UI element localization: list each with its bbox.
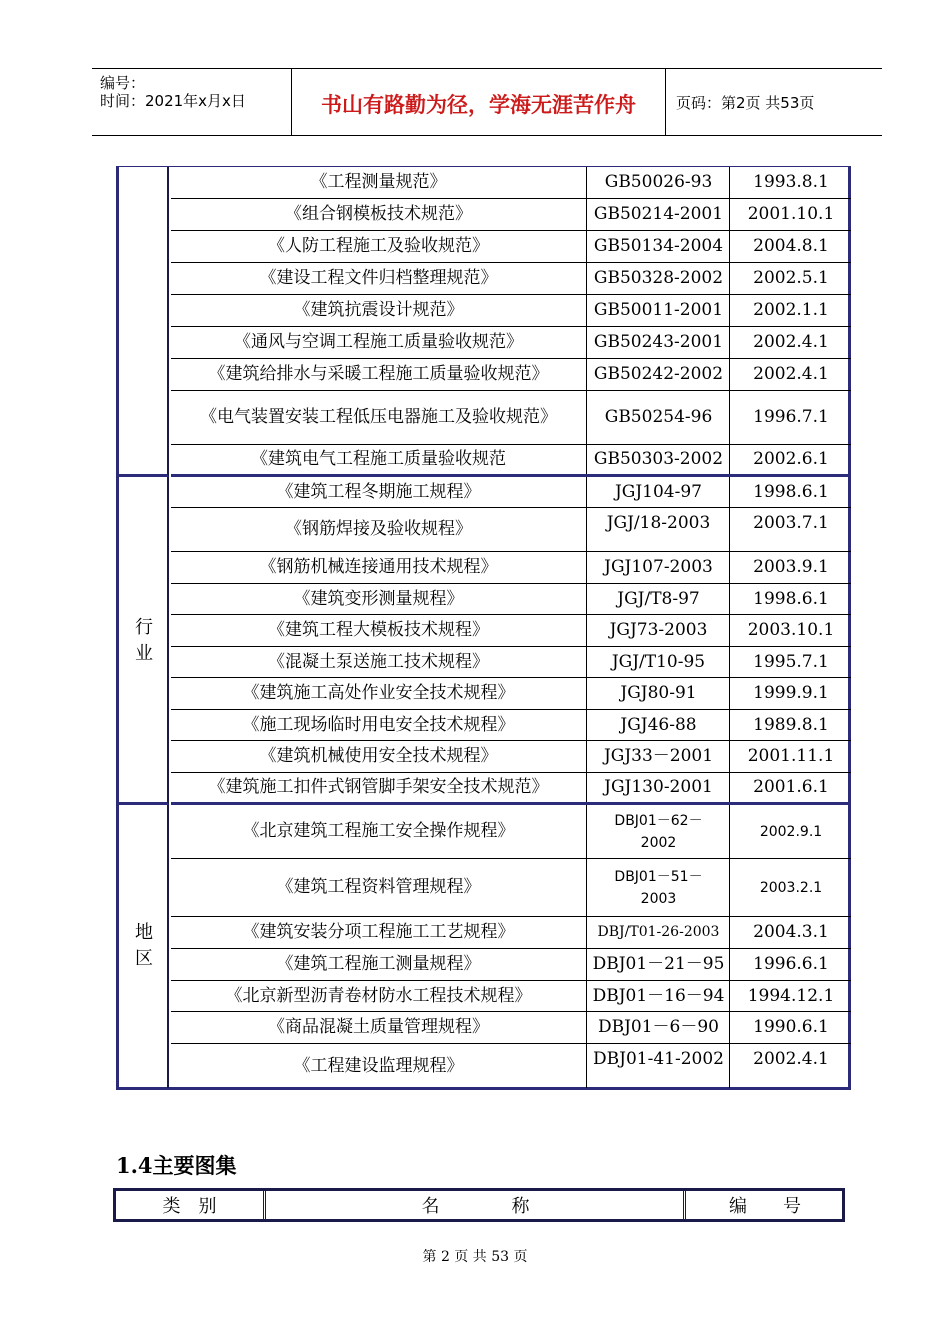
standard-name: 《建筑机械使用安全技术规程》 [171,741,587,772]
standard-name: 《建筑变形测量规程》 [171,584,587,614]
standard-code: JGJ130-2001 [588,773,730,802]
standard-name: 《钢筋机械连接通用技术规程》 [171,552,587,583]
header-page-cell [666,69,882,135]
table-row [171,615,851,647]
group-national [119,167,169,477]
standard-code: GB50254-96 [588,391,730,444]
standard-code: DBJ01－21－95 [588,949,730,980]
group-label-regional: 地 区 [135,922,153,969]
group-regional [119,805,169,1088]
table-row [171,199,851,231]
standard-name: 《工程建设监理规程》 [171,1044,587,1088]
table-row [171,859,851,917]
standard-code: JGJ73-2003 [588,615,730,646]
table-row [171,445,851,477]
standard-code: JGJ104-97 [588,477,730,507]
table-row [171,295,851,327]
standard-code: JGJ/T10-95 [588,647,730,677]
standard-name: 《工程测量规范》 [171,167,587,198]
page-label: 页码：第2页 共53页 [676,94,815,112]
standard-code: GB50303-2002 [588,445,730,474]
standards-table [116,166,851,1090]
table-row [171,327,851,359]
standard-code: JGJ80-91 [588,678,730,709]
table-row [171,1012,851,1044]
table-row [171,647,851,678]
group-label-industry: 行 业 [135,617,153,664]
header-meta-cell [92,69,292,135]
table-row [171,584,851,615]
standard-date: 2001.10.1 [747,204,835,224]
standard-name: 《人防工程施工及验收规范》 [171,231,587,262]
standard-date: 1993.8.1 [753,172,829,192]
standard-date: 1996.7.1 [753,407,829,427]
standard-name: 《建筑施工高处作业安全技术规程》 [171,678,587,709]
standard-name: 《建筑工程施工测量规程》 [171,949,587,980]
standard-code: DBJ01-41-2002 [588,1044,730,1088]
standard-date: 2001.11.1 [747,746,835,766]
standard-name: 《建筑安装分项工程施工工艺规程》 [171,917,587,948]
standard-name: 《电气装置安装工程低压电器施工及验收规范》 [171,391,587,444]
standard-date: 1998.6.1 [753,481,829,502]
table-row [171,263,851,295]
standard-code: GB50026-93 [588,167,730,198]
group-industry [119,477,169,805]
standard-code: DBJ01－6－90 [588,1012,730,1043]
standard-code: GB50214-2001 [588,199,730,230]
standard-name: 《建筑工程大模板技术规程》 [171,615,587,646]
standard-name: 《建筑工程资料管理规程》 [171,859,587,916]
standard-date: 2003.10.1 [747,620,835,640]
table-row [171,917,851,949]
standard-name: 《商品混凝土质量管理规程》 [171,1012,587,1043]
standard-date: 2002.5.1 [753,268,829,288]
standard-code: GB50134-2004 [588,231,730,262]
standard-date: 2002.4.1 [753,1049,829,1069]
page-footer: 第 2 页 共 53 页 [422,1249,528,1265]
standard-name: 《建筑施工扣件式钢管脚手架安全技术规范》 [171,773,587,802]
standard-date: 1998.6.1 [753,588,829,609]
standard-date: 2002.4.1 [753,364,829,384]
standard-date: 2004.8.1 [753,236,829,256]
standard-name: 《建设工程文件归档整理规范》 [171,263,587,294]
table-row [171,508,851,552]
standard-code: DBJ01－62－ 2002 [588,805,730,858]
table-row [171,1044,851,1088]
standard-date: 2003.9.1 [753,557,829,577]
col-name: 名 称 [268,1191,686,1219]
standard-date: 1994.12.1 [747,985,835,1006]
col-category: 类 别 [116,1191,266,1219]
standard-date: 2004.3.1 [753,922,829,942]
standard-date: 1995.7.1 [753,651,829,672]
standard-code: GB50328-2002 [588,263,730,294]
table-row [171,710,851,741]
table-row [171,773,851,805]
table-row [171,981,851,1012]
col-number: 编 号 [729,1196,801,1217]
standard-name: 《混凝土泵送施工技术规程》 [171,647,587,677]
page-header [92,68,882,136]
standard-date: 2003.7.1 [753,513,829,533]
standard-code: DBJ/T01-26-2003 [588,917,730,948]
table-row [171,678,851,710]
number-label: 编号： [100,74,146,92]
standard-code: JGJ107-2003 [588,552,730,583]
standard-code: DBJ01－51－ 2003 [588,859,730,916]
standard-code: GB50011-2001 [588,295,730,326]
standard-name: 《建筑给排水与采暖工程施工质量验收规范》 [171,359,587,390]
standard-date: 2002.4.1 [753,332,829,352]
table-row [171,477,851,508]
time-label: 时间：2021年x月x日 [100,92,246,110]
standard-code: JGJ/18-2003 [588,508,730,551]
table-row [171,231,851,263]
standard-date: 2002.6.1 [753,449,829,469]
standard-name: 《组合钢模板技术规范》 [171,199,587,230]
table-row [171,391,851,445]
table-row [171,805,851,859]
standard-code: JGJ46-88 [588,710,730,740]
standard-date: 1990.6.1 [753,1017,829,1037]
standard-code: GB50242-2002 [588,359,730,390]
table-row [171,741,851,773]
atlas-table-header [113,1188,845,1222]
standard-name: 《施工现场临时用电安全技术规程》 [171,710,587,740]
standard-code: DBJ01－16－94 [588,981,730,1011]
table-row [171,949,851,981]
standard-code: JGJ/T8-97 [588,584,730,614]
standard-code: GB50243-2001 [588,327,730,358]
standard-date: 1999.9.1 [753,683,829,703]
section-title: 1.4主要图集 [116,1153,237,1178]
standard-name: 《北京建筑工程施工安全操作规程》 [171,805,587,858]
standard-date: 1996.6.1 [753,954,829,974]
standard-date: 2003.2.1 [759,879,823,896]
table-row [171,167,851,199]
standard-name: 《建筑电气工程施工质量验收规范 [171,445,587,474]
standard-date: 2002.9.1 [759,823,823,840]
table-row [171,359,851,391]
standard-date: 2002.1.1 [753,300,829,320]
standard-date: 2001.6.1 [753,777,829,797]
table-row [171,552,851,584]
standard-name: 《通风与空调工程施工质量验收规范》 [171,327,587,358]
standard-name: 《建筑工程冬期施工规程》 [171,477,587,507]
standard-name: 《北京新型沥青卷材防水工程技术规程》 [171,981,587,1011]
standard-name: 《钢筋焊接及验收规程》 [171,508,587,551]
standard-date: 1989.8.1 [753,714,829,735]
standard-code: JGJ33－2001 [588,741,730,772]
header-motto-cell [292,69,666,135]
motto: 书山有路勤为径，学海无涯苦作舟 [321,93,636,117]
standard-name: 《建筑抗震设计规范》 [171,295,587,326]
